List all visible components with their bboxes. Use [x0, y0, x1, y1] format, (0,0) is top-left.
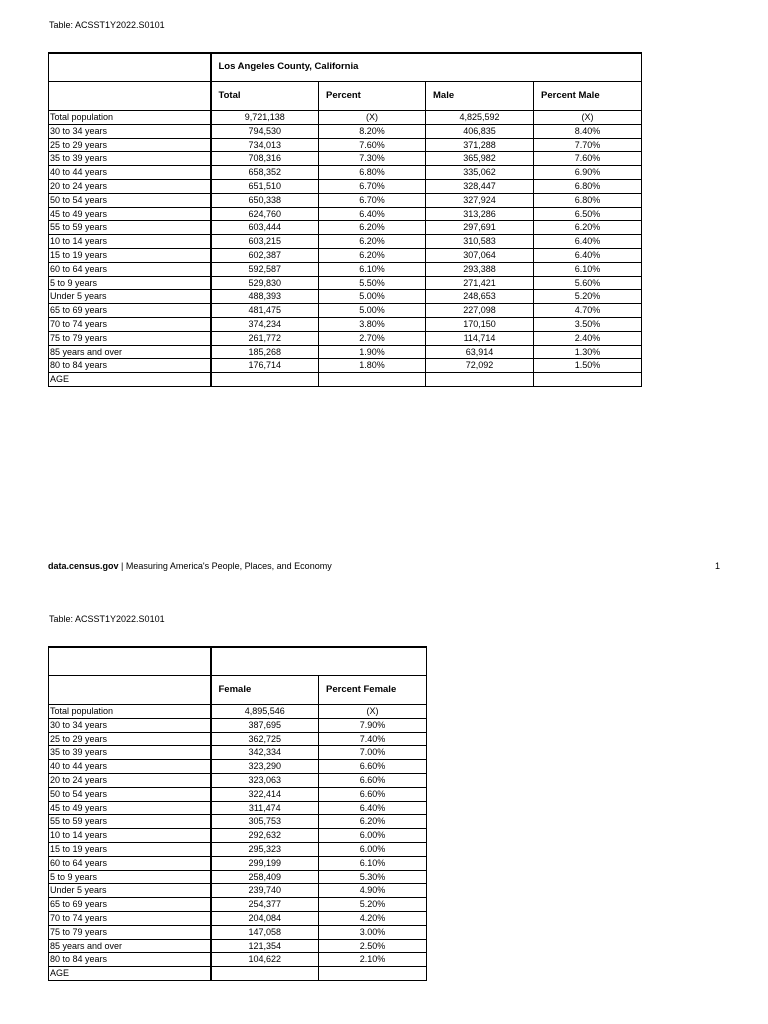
percent-male-cell: 6.80%: [534, 193, 642, 207]
male-cell: 227,098: [426, 304, 534, 318]
total-cell: 176,714: [211, 359, 319, 373]
total-cell: 603,444: [211, 221, 319, 235]
percent-female-cell: 6.60%: [319, 773, 427, 787]
female-cell: 323,290: [211, 760, 319, 774]
row-label: 5 to 9 years: [49, 276, 211, 290]
percent-male-cell: 6.20%: [534, 221, 642, 235]
percent-male-cell: 7.70%: [534, 138, 642, 152]
male-cell: 63,914: [426, 345, 534, 359]
percent-cell: 5.50%: [319, 276, 426, 290]
male-cell: 72,092: [426, 359, 534, 373]
percent-cell: 8.20%: [319, 124, 426, 138]
female-cell: 258,409: [211, 870, 319, 884]
total-cell: 529,830: [211, 276, 319, 290]
row-label: Under 5 years: [49, 884, 211, 898]
table-row: [49, 925, 427, 939]
row-label: 65 to 69 years: [49, 304, 211, 318]
percent-cell: 3.80%: [319, 317, 426, 331]
percent-cell: 6.70%: [319, 179, 426, 193]
row-label: 35 to 39 years: [49, 152, 211, 166]
table-row: [49, 705, 427, 719]
col-header-percent-female: Percent Female: [319, 676, 427, 705]
percent-male-cell: 5.20%: [534, 290, 642, 304]
table-row: [49, 953, 427, 967]
table-row: [49, 276, 642, 290]
row-label: 45 to 49 years: [49, 801, 211, 815]
geography-header: Los Angeles County, California: [211, 53, 642, 82]
percent-female-cell: 2.50%: [319, 939, 427, 953]
percent-female-cell: 7.90%: [319, 718, 427, 732]
percent-male-cell: 6.40%: [534, 235, 642, 249]
percent-cell: 6.20%: [319, 235, 426, 249]
footer-brand: data.census.gov: [48, 561, 119, 571]
male-cell: 248,653: [426, 290, 534, 304]
col-header-male: Male: [426, 82, 534, 111]
total-cell: 651,510: [211, 179, 319, 193]
row-label: 55 to 59 years: [49, 221, 211, 235]
table-row: [49, 898, 427, 912]
column-header-row: [49, 82, 642, 111]
total-cell: 794,530: [211, 124, 319, 138]
female-cell: 322,414: [211, 787, 319, 801]
column-header-row: [49, 676, 427, 705]
row-label: 10 to 14 years: [49, 829, 211, 843]
male-cell: 170,150: [426, 317, 534, 331]
total-cell: [211, 373, 319, 387]
table-row: [49, 842, 427, 856]
table-row: [49, 262, 642, 276]
percent-female-cell: 6.60%: [319, 787, 427, 801]
row-label: 50 to 54 years: [49, 193, 211, 207]
male-cell: 297,691: [426, 221, 534, 235]
percent-female-cell: 4.20%: [319, 911, 427, 925]
female-cell: 295,323: [211, 842, 319, 856]
row-label: 70 to 74 years: [49, 317, 211, 331]
total-cell: 624,760: [211, 207, 319, 221]
percent-cell: 5.00%: [319, 304, 426, 318]
table-row: [49, 111, 642, 125]
row-label: 35 to 39 years: [49, 746, 211, 760]
row-label: 20 to 24 years: [49, 773, 211, 787]
corner-cell: [49, 647, 211, 676]
female-cell: 104,622: [211, 953, 319, 967]
percent-male-cell: [534, 373, 642, 387]
total-cell: 488,393: [211, 290, 319, 304]
age-sex-table-page1: [48, 52, 642, 387]
female-cell: 147,058: [211, 925, 319, 939]
footer-separator: |: [118, 561, 126, 571]
table-row: [49, 884, 427, 898]
row-label: 50 to 54 years: [49, 787, 211, 801]
percent-cell: 7.30%: [319, 152, 426, 166]
percent-male-cell: 1.30%: [534, 345, 642, 359]
corner-cell: [49, 82, 211, 111]
percent-female-cell: 7.40%: [319, 732, 427, 746]
col-header-female: Female: [211, 676, 319, 705]
male-cell: 335,062: [426, 166, 534, 180]
row-label: 30 to 34 years: [49, 124, 211, 138]
female-cell: 323,063: [211, 773, 319, 787]
page-number: 1: [714, 561, 720, 571]
table-row: [49, 248, 642, 262]
male-cell: 313,286: [426, 207, 534, 221]
total-cell: 374,234: [211, 317, 319, 331]
percent-cell: 6.20%: [319, 248, 426, 262]
percent-male-cell: 6.40%: [534, 248, 642, 262]
corner-cell: [49, 53, 211, 82]
table-row: [49, 746, 427, 760]
total-cell: 9,721,138: [211, 111, 319, 125]
row-label: 30 to 34 years: [49, 718, 211, 732]
percent-female-cell: 3.00%: [319, 925, 427, 939]
male-cell: 365,982: [426, 152, 534, 166]
table-row: [49, 304, 642, 318]
percent-cell: 7.60%: [319, 138, 426, 152]
male-cell: 4,825,592: [426, 111, 534, 125]
corner-cell: [49, 676, 211, 705]
row-label: AGE: [49, 967, 211, 981]
table-row: [49, 221, 642, 235]
table-row: [49, 207, 642, 221]
table-row: [49, 152, 642, 166]
percent-male-cell: 8.40%: [534, 124, 642, 138]
total-cell: 650,338: [211, 193, 319, 207]
male-cell: 371,288: [426, 138, 534, 152]
percent-female-cell: 7.00%: [319, 746, 427, 760]
percent-female-cell: 6.60%: [319, 760, 427, 774]
table-row: [49, 124, 642, 138]
percent-cell: 6.80%: [319, 166, 426, 180]
row-label: 20 to 24 years: [49, 179, 211, 193]
row-label: 5 to 9 years: [49, 870, 211, 884]
row-label: 60 to 64 years: [49, 262, 211, 276]
percent-cell: 6.40%: [319, 207, 426, 221]
percent-cell: 1.80%: [319, 359, 426, 373]
total-cell: 603,215: [211, 235, 319, 249]
row-label: 10 to 14 years: [49, 235, 211, 249]
percent-female-cell: 4.90%: [319, 884, 427, 898]
table-label: Table: ACSST1Y2022.S0101: [49, 614, 165, 624]
header-top-row: [49, 647, 427, 676]
percent-cell: [319, 373, 426, 387]
female-cell: 311,474: [211, 801, 319, 815]
col-header-percent-male: Percent Male: [534, 82, 642, 111]
blank-header-cell: [211, 647, 427, 676]
total-cell: 481,475: [211, 304, 319, 318]
total-cell: 708,316: [211, 152, 319, 166]
row-label: 85 years and over: [49, 345, 211, 359]
percent-male-cell: 6.80%: [534, 179, 642, 193]
row-label: 75 to 79 years: [49, 925, 211, 939]
female-cell: 121,354: [211, 939, 319, 953]
table-row: [49, 345, 642, 359]
table-row: [49, 773, 427, 787]
male-cell: 328,447: [426, 179, 534, 193]
table-row: [49, 939, 427, 953]
percent-female-cell: 6.10%: [319, 856, 427, 870]
female-cell: [211, 967, 319, 981]
percent-female-cell: 6.40%: [319, 801, 427, 815]
percent-cell: 6.20%: [319, 221, 426, 235]
table-row: [49, 290, 642, 304]
footer-tagline: Measuring America's People, Places, and Economy: [125, 561, 332, 571]
table-row: [49, 193, 642, 207]
table-row: [49, 967, 427, 981]
total-cell: 185,268: [211, 345, 319, 359]
male-cell: 327,924: [426, 193, 534, 207]
table-row: [49, 870, 427, 884]
percent-female-cell: 6.20%: [319, 815, 427, 829]
percent-cell: 6.70%: [319, 193, 426, 207]
table-row: [49, 787, 427, 801]
male-cell: 293,388: [426, 262, 534, 276]
row-label: 25 to 29 years: [49, 138, 211, 152]
total-cell: 658,352: [211, 166, 319, 180]
female-cell: 204,084: [211, 911, 319, 925]
total-cell: 261,772: [211, 331, 319, 345]
percent-male-cell: 6.50%: [534, 207, 642, 221]
female-cell: 4,895,546: [211, 705, 319, 719]
table-row: [49, 235, 642, 249]
female-cell: 254,377: [211, 898, 319, 912]
male-cell: 114,714: [426, 331, 534, 345]
table-label: Table: ACSST1Y2022.S0101: [49, 20, 165, 30]
row-label: 80 to 84 years: [49, 953, 211, 967]
age-sex-table-page2: [48, 646, 427, 981]
row-label: Total population: [49, 111, 211, 125]
table-row: [49, 815, 427, 829]
percent-cell: 2.70%: [319, 331, 426, 345]
percent-male-cell: 7.60%: [534, 152, 642, 166]
table-row: [49, 331, 642, 345]
table-row: [49, 359, 642, 373]
total-cell: 592,587: [211, 262, 319, 276]
percent-male-cell: 6.90%: [534, 166, 642, 180]
row-label: Total population: [49, 705, 211, 719]
table-row: [49, 829, 427, 843]
female-cell: 305,753: [211, 815, 319, 829]
row-label: 40 to 44 years: [49, 760, 211, 774]
col-header-percent: Percent: [319, 82, 426, 111]
female-cell: 299,199: [211, 856, 319, 870]
row-label: 75 to 79 years: [49, 331, 211, 345]
percent-female-cell: 2.10%: [319, 953, 427, 967]
male-cell: 406,835: [426, 124, 534, 138]
female-cell: 342,334: [211, 746, 319, 760]
percent-male-cell: 2.40%: [534, 331, 642, 345]
row-label: 40 to 44 years: [49, 166, 211, 180]
table-row: [49, 179, 642, 193]
percent-cell: (X): [319, 111, 426, 125]
row-label: 15 to 19 years: [49, 842, 211, 856]
percent-male-cell: 4.70%: [534, 304, 642, 318]
percent-female-cell: 5.20%: [319, 898, 427, 912]
female-cell: 362,725: [211, 732, 319, 746]
table-row: [49, 801, 427, 815]
percent-female-cell: 6.00%: [319, 842, 427, 856]
male-cell: 307,064: [426, 248, 534, 262]
female-cell: 387,695: [211, 718, 319, 732]
total-cell: 734,013: [211, 138, 319, 152]
page-footer: [48, 561, 720, 571]
percent-male-cell: 1.50%: [534, 359, 642, 373]
row-label: Under 5 years: [49, 290, 211, 304]
male-cell: 271,421: [426, 276, 534, 290]
table-row: [49, 317, 642, 331]
row-label: 65 to 69 years: [49, 898, 211, 912]
percent-female-cell: [319, 967, 427, 981]
geography-header-row: [49, 53, 642, 82]
percent-female-cell: 6.00%: [319, 829, 427, 843]
table-row: [49, 718, 427, 732]
row-label: 15 to 19 years: [49, 248, 211, 262]
row-label: 55 to 59 years: [49, 815, 211, 829]
row-label: 45 to 49 years: [49, 207, 211, 221]
female-cell: 239,740: [211, 884, 319, 898]
percent-cell: 1.90%: [319, 345, 426, 359]
percent-male-cell: 6.10%: [534, 262, 642, 276]
table-row: [49, 911, 427, 925]
percent-cell: 5.00%: [319, 290, 426, 304]
row-label: AGE: [49, 373, 211, 387]
percent-male-cell: 5.60%: [534, 276, 642, 290]
percent-cell: 6.10%: [319, 262, 426, 276]
row-label: 70 to 74 years: [49, 911, 211, 925]
female-cell: 292,632: [211, 829, 319, 843]
row-label: 85 years and over: [49, 939, 211, 953]
table-row: [49, 166, 642, 180]
percent-female-cell: 5.30%: [319, 870, 427, 884]
male-cell: [426, 373, 534, 387]
total-cell: 602,387: [211, 248, 319, 262]
male-cell: 310,583: [426, 235, 534, 249]
table-row: [49, 856, 427, 870]
table-row: [49, 732, 427, 746]
col-header-total: Total: [211, 82, 319, 111]
percent-male-cell: 3.50%: [534, 317, 642, 331]
row-label: 80 to 84 years: [49, 359, 211, 373]
table-row: [49, 138, 642, 152]
row-label: 60 to 64 years: [49, 856, 211, 870]
percent-female-cell: (X): [319, 705, 427, 719]
table-row: [49, 760, 427, 774]
row-label: 25 to 29 years: [49, 732, 211, 746]
percent-male-cell: (X): [534, 111, 642, 125]
table-row: [49, 373, 642, 387]
